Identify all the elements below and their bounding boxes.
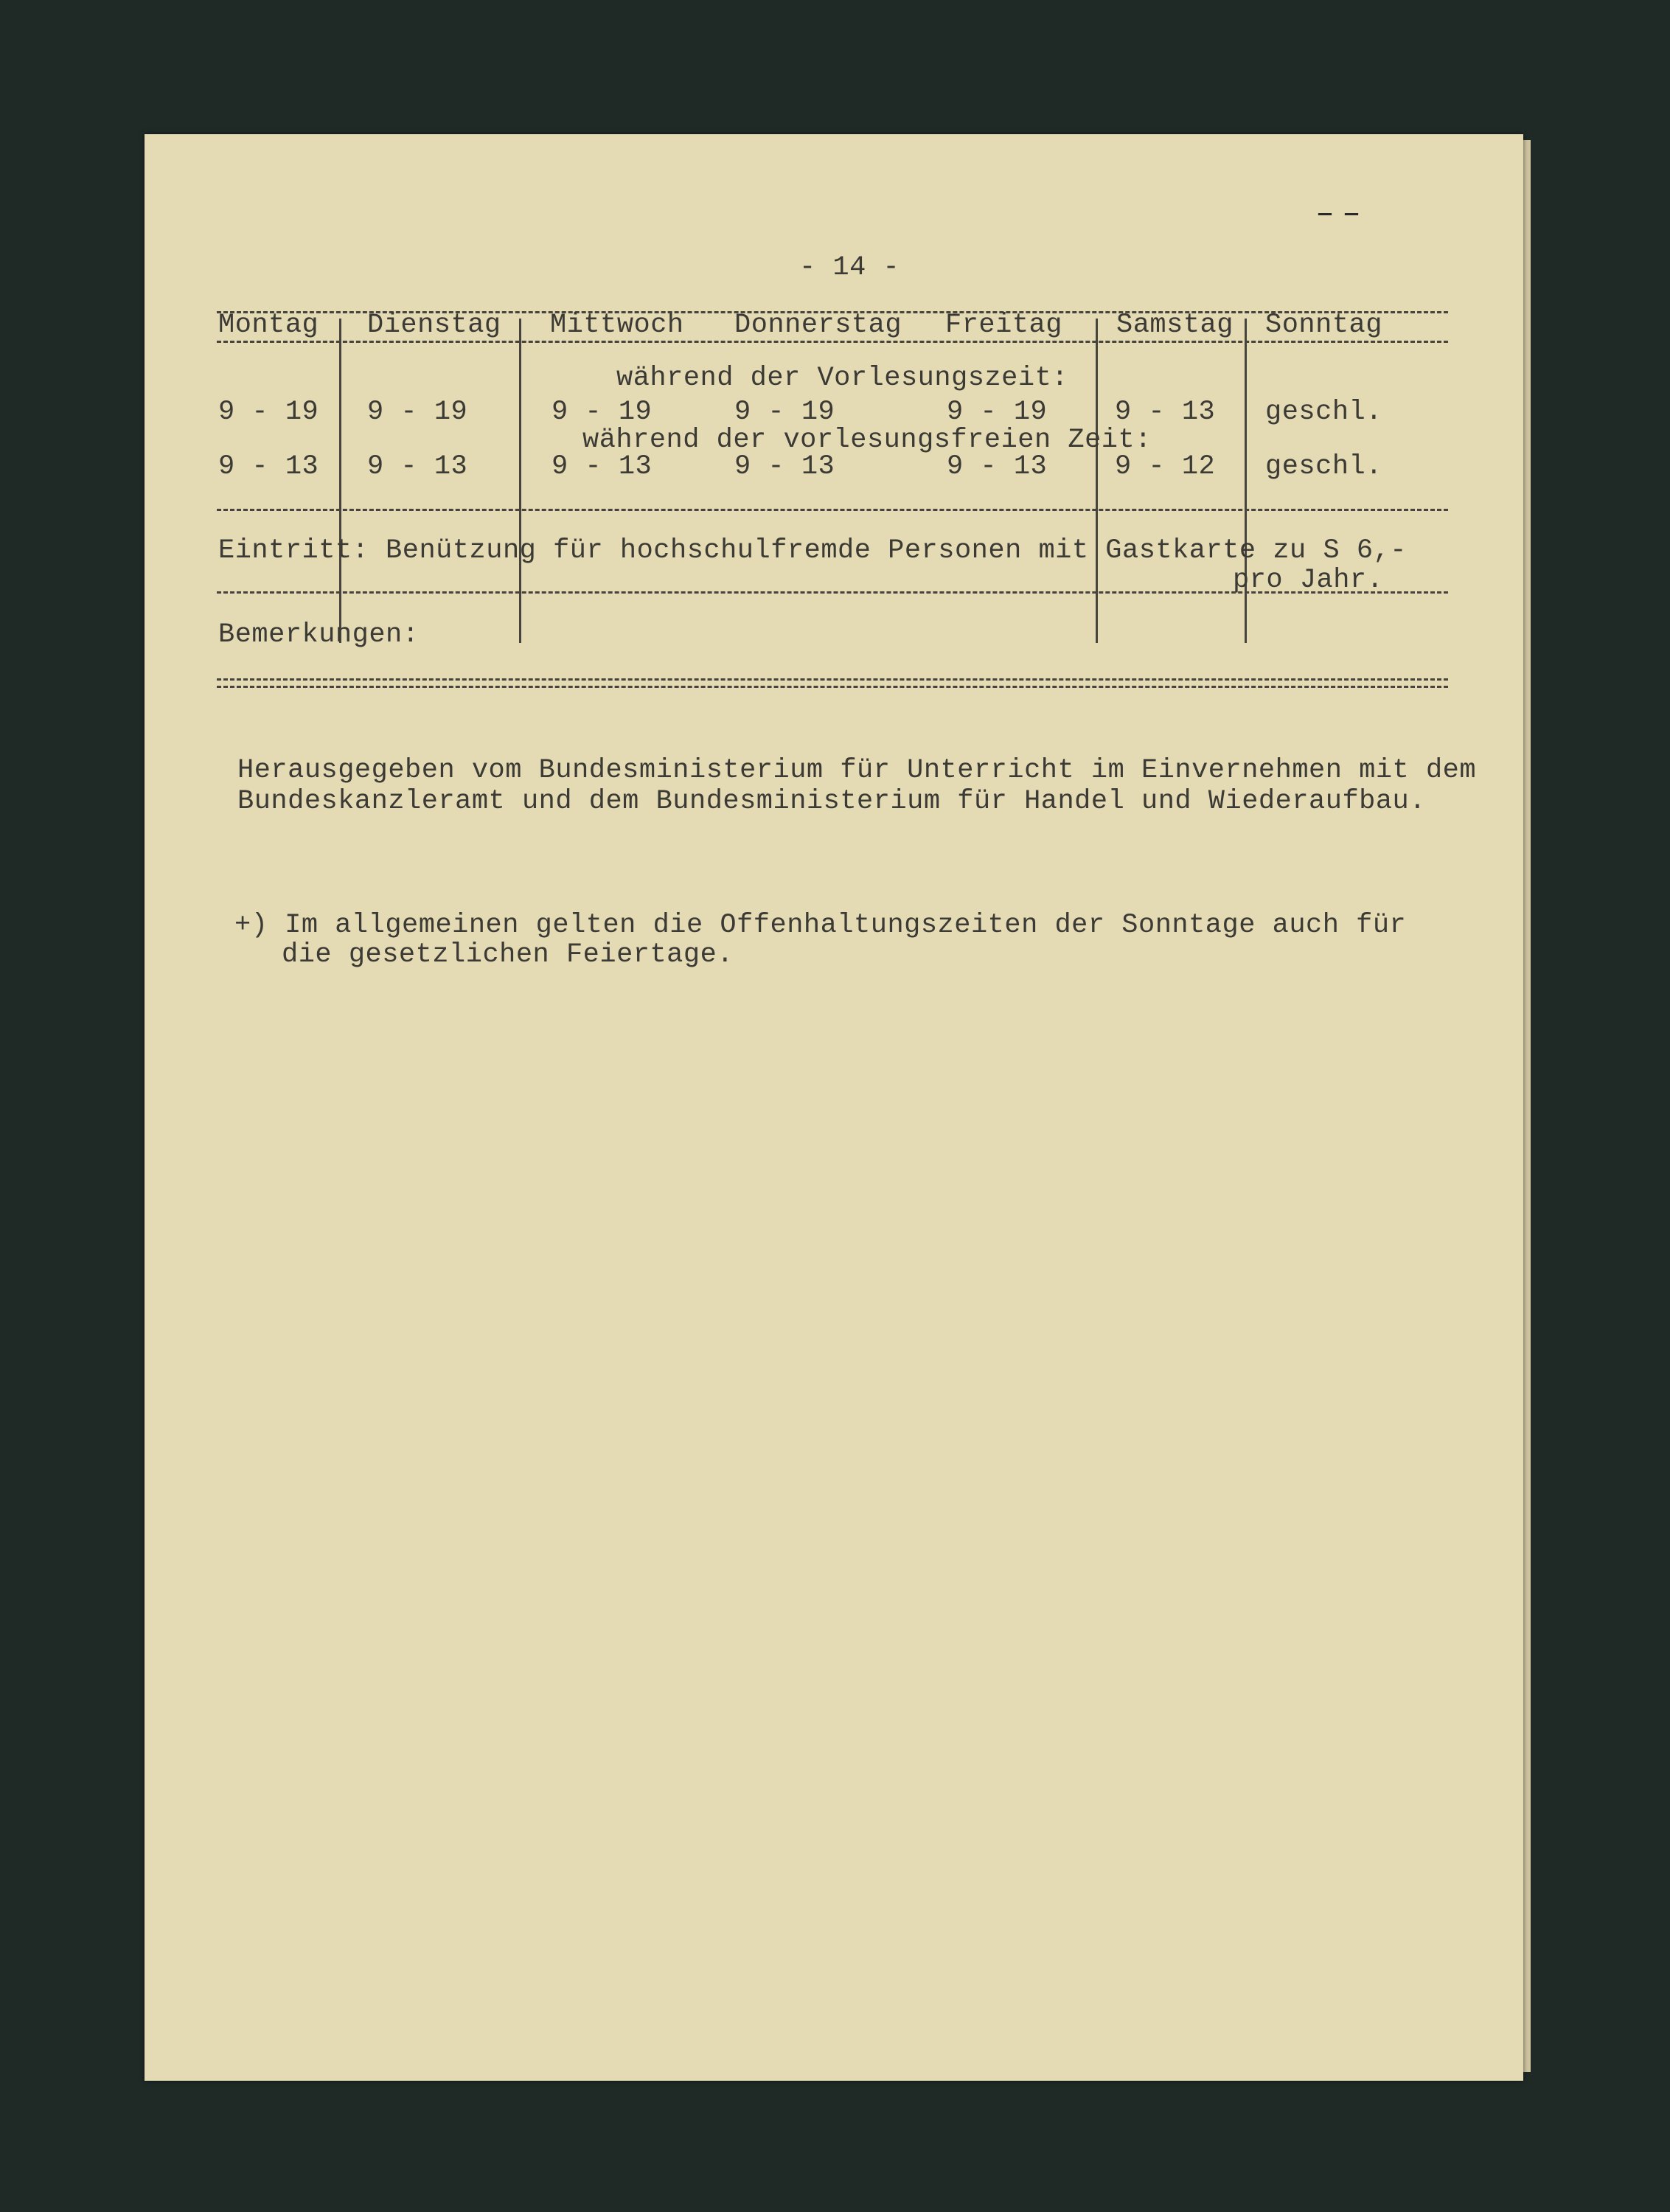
eintritt-line2: pro Jahr.: [1233, 565, 1384, 596]
lecture-mittwoch: 9 - 19: [552, 397, 653, 428]
page-number: - 14 -: [799, 252, 900, 283]
header-samstag: Samstag: [1116, 310, 1234, 341]
publisher-line2: Bundeskanzleramt und dem Bundesministerium für Handel und Wiederaufbau.: [237, 786, 1426, 817]
header-dienstag: Dienstag: [367, 310, 501, 341]
col-divider-3: [1096, 319, 1098, 643]
free-dienstag: 9 - 13: [367, 451, 468, 482]
corner-mark: — —: [1318, 202, 1359, 227]
header-freitag: Freitag: [945, 310, 1062, 341]
header-donnerstag: Donnerstag: [734, 310, 902, 341]
lecture-sonntag: geschl.: [1265, 397, 1382, 428]
lecture-dienstag: 9 - 19: [367, 397, 468, 428]
bemerkungen-rule-2: [217, 686, 1448, 688]
free-donnerstag: 9 - 13: [734, 451, 835, 482]
document-page: [145, 134, 1523, 2081]
col-divider-1: [339, 319, 341, 643]
lecture-samstag: 9 - 13: [1115, 397, 1216, 428]
free-samstag: 9 - 12: [1115, 451, 1216, 482]
eintritt-line1: Eintritt: Benützung für hochschulfremde Personen mit Gastkarte zu S 6,-: [218, 535, 1407, 566]
period-free-label: während der vorlesungsfreien Zeit:: [582, 425, 1152, 456]
header-sonntag: Sonntag: [1265, 310, 1382, 341]
header-mittwoch: Mittwoch: [550, 310, 684, 341]
footnote-line1: +) Im allgemeinen gelten die Offenhaltungszeiten der Sonntage auch für: [234, 910, 1407, 941]
lecture-montag: 9 - 19: [218, 397, 319, 428]
col-divider-2: [519, 319, 521, 643]
lecture-freitag: 9 - 19: [947, 397, 1048, 428]
free-freitag: 9 - 13: [947, 451, 1048, 482]
eintritt-rule: [217, 591, 1448, 594]
bemerkungen-rule-1: [217, 678, 1448, 681]
free-sonntag: geschl.: [1265, 451, 1382, 482]
bemerkungen-label: Bemerkungen:: [218, 619, 420, 650]
header-rule: [217, 341, 1448, 343]
table-bottom-rule: [217, 509, 1448, 511]
footnote-line2: die gesetzlichen Feiertage.: [282, 939, 734, 970]
header-montag: Montag: [218, 310, 319, 341]
lecture-donnerstag: 9 - 19: [734, 397, 835, 428]
publisher-line1: Herausgegeben vom Bundesministerium für Unterricht im Einvernehmen mit dem: [237, 755, 1477, 786]
free-mittwoch: 9 - 13: [552, 451, 653, 482]
period-lecture-label: während der Vorlesungszeit:: [616, 363, 1068, 394]
free-montag: 9 - 13: [218, 451, 319, 482]
